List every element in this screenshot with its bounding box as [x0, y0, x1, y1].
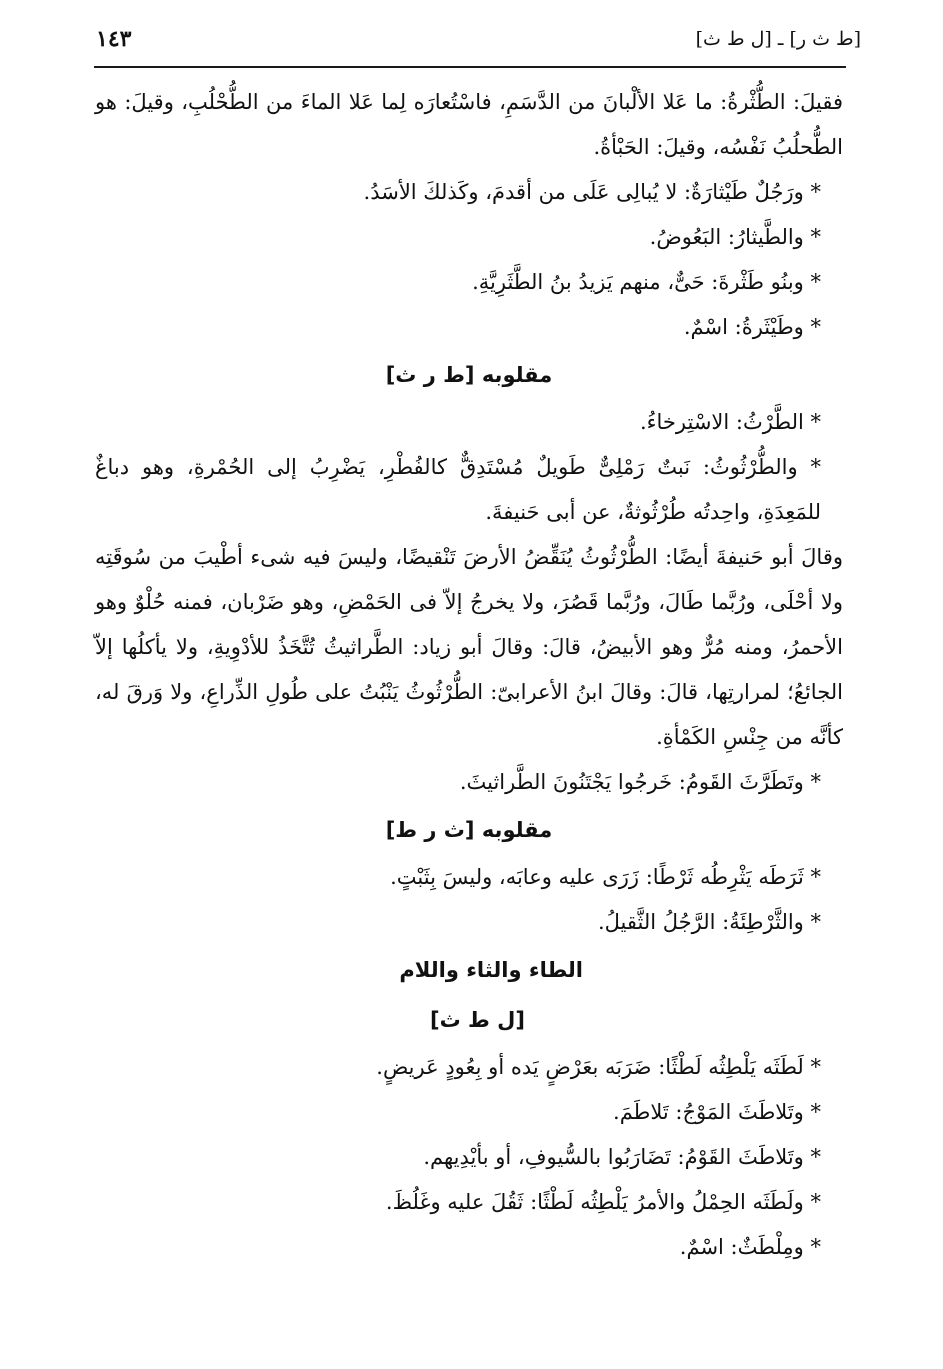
entry-miltath: * ومِلْطَثٌ: اسْمٌ.: [679, 1235, 821, 1259]
entry-talatha-qawm: * وتَلاطَثَ القَوْمُ: تَضَارَبُوا بالسُّيوفِ، أو بأيْدِيهم.: [423, 1145, 821, 1169]
entry-talatha-mawj: * وتَلاطَثَ المَوْجُ: تَلاطَمَ.: [613, 1100, 821, 1124]
section-heading-t-r-th: مقلوبه [ط ر ث]: [385, 363, 553, 387]
entry-tatarrath: * وتَطَرَّثَ القَومُ: خَرجُوا يَجْتَنُونَ الطَّراثيثَ.: [459, 770, 821, 794]
entry-banu-tathrah: * وبنُو طَثْرةَ: حَىٌّ، منهم يَزيدُ بنُ الطَّثَرِيَّةِ.: [472, 270, 821, 294]
entry-latath: * لَطَثَه يَلْطِثُه لَطْثًا: ضَرَبَه بعَرْضٍ يَده أو بِعُودٍ عَريضٍ.: [376, 1055, 821, 1079]
section-heading-th-r-t: مقلوبه [ث ر ط]: [385, 818, 553, 842]
paragraph-abu-hanifa: وقالَ أبو حَنيفةَ أيضًا: الطُّرْثُوثُ يُنَقِّضُ الأرضَ تَنْقيضًا، وليسَ فيه شىء أطْيبَ من سُوقَتِه ولا أحْلَى، ورُبَّما طَالَ، ورُبَّما قَصُرَ، ولا يخرجُ إلاّ فى الحَمْضِ، وهو ضَرْبان، فمنه حُلْوٌ وهو الأحمرُ، ومنه مُرٌّ وهو الأبيضُ، قالَ: وقالَ أبو زياد: الطَّراثيثُ تُتَّخَذُ للأدْوِيةِ، ولا يأكلُها إلاّ الجائعُ؛ لمرارتِها، قالَ: وقالَ ابنُ الأعرابىّ: الطُّرْثُوثُ يَنْبُتُ على طُولِ الذِّراعِ، ولا وَرقَ له، كأنَّه من جِنْسِ الكَمْأةِ.: [95, 545, 843, 749]
entry-taytharah: * وطَيْثَرةُ: اسْمٌ.: [683, 315, 821, 339]
entry-thartiah: * والثَّرْطِئَةُ: الرَّجُلُ الثَّقيلُ.: [597, 910, 821, 934]
chapter-heading: الطاء والثاء واللام: [399, 958, 583, 982]
continuation-paragraph: فقيلَ: الطُّثْرةُ: ما عَلا الألْبانَ من الدَّسَمِ، فاسْتُعارَه لِما عَلا الماءَ من الطُّحْلُبِ، وقيلَ: هو الطُّحلُبُ نَفْسُه، وقيلَ: الحَبْأةُ.: [95, 90, 843, 159]
entry-tayharah: * ورَجُلٌ طَيْثارَةٌ: لا يُبالِى عَلَى من أقدمَ، وكَذلكَ الأسَدُ.: [363, 180, 821, 204]
section-heading-l-t-th: [ل ط ث]: [430, 1008, 525, 1032]
entry-tayhar: * والطَّيثارُ: البَعُوضُ.: [649, 225, 821, 249]
entry-turthuth: * والطُّرْثُوثُ: نَبتٌ رَمْلِىٌّ طَويلٌ مُسْتَدِقٌّ كالفُطْرِ، يَضْرِبُ إلى الحُمْرةِ، وهو دباغٌ للمَعِدَةِ، واحِدتُه طُرْثُوثةٌ، عن أبى حَنيفةَ.: [95, 455, 822, 524]
page-body: [95, 80, 843, 1270]
entry-tarth: * الطَّرْثُ: الاسْتِرخاءُ.: [639, 410, 821, 434]
page-number: ١٤٣: [96, 26, 132, 52]
entry-tharat: * ثَرَطَه يَثْرِطُه ثَرْطًا: زَرَى عليه وعابَه، وليسَ بِثَبْتٍ.: [390, 865, 821, 889]
entry-latath-himl: * ولَطَثَه الحِمْلُ والأمرُ يَلْطِثُه لَطْثًا: ثَقُلَ عليه وغَلُظَ.: [385, 1190, 821, 1214]
running-head: [ط ث ر] ـ [ل ط ث]: [695, 28, 861, 50]
header-rule: [94, 66, 846, 68]
